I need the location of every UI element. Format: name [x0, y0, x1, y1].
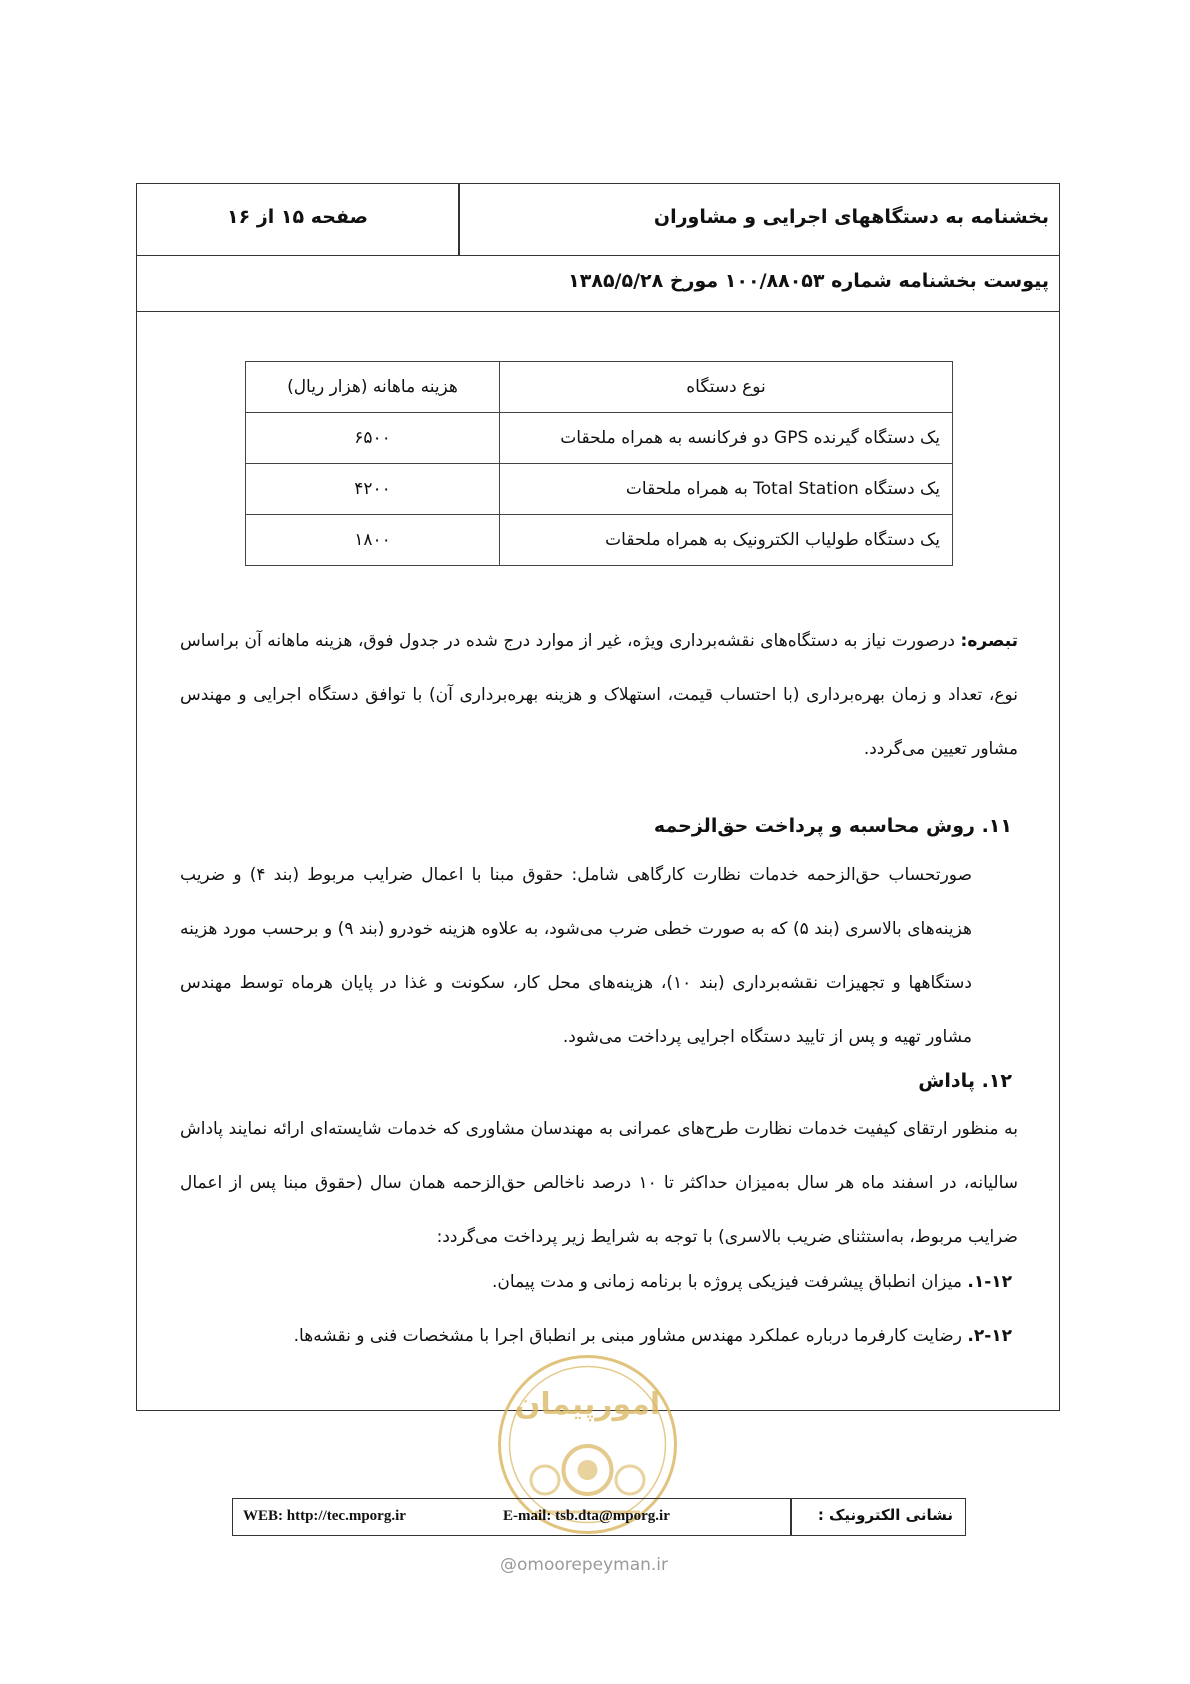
header-row — [137, 184, 1059, 256]
table-row — [246, 464, 953, 515]
footer-contact-box — [232, 1498, 966, 1536]
table-row — [246, 515, 953, 566]
header-divider — [458, 184, 460, 256]
attachment-reference: پیوست بخشنامه شماره ۱۰۰/۸۸۰۵۳ مورخ ۱۳۸۵/۵/۲۸ — [568, 270, 1049, 292]
device-cell: یک دستگاه Total Station به همراه ملحقات — [500, 464, 953, 515]
footer-email-link[interactable]: E-mail: tsb.dta@mporg.ir — [503, 1508, 670, 1524]
cost-cell: ۶۵۰۰ — [246, 413, 500, 464]
footer-web-link[interactable]: WEB: http://tec.mporg.ir — [243, 1508, 406, 1524]
attachment-row — [137, 256, 1059, 312]
column-header-cost: هزینه ماهانه (هزار ریال) — [246, 362, 500, 413]
list-item — [492, 1272, 1012, 1292]
note-label: تبصره: — [960, 631, 1019, 651]
list-item-text: رضایت کارفرما درباره عملکرد مهندس مشاور مبنی بر انطباق اجرا با مشخصات فنی و نقشه‌ها. — [293, 1326, 962, 1346]
table-header-row — [246, 362, 953, 413]
footer-divider — [790, 1499, 792, 1535]
section-12-text: به منظور ارتقای کیفیت خدمات نظارت طرح‌های عمرانی به مهندسان مشاوری که خدمات شایسته‌ای ارائه نمایند پاداش سالیانه، در اسفند ماه هر سال به‌میزان حداکثر تا ۱۰ درصد ناخالص حق‌الزحمه همان سال (حقوق مبنا پس از اعمال ضرایب مربوط، به‌استثنای ضریب بالاسری) با توجه به شرایط زیر پرداخت می‌گردد: — [180, 1119, 1018, 1247]
site-watermark: @omoorepeyman.ir — [500, 1555, 669, 1575]
list-item — [294, 1326, 1012, 1346]
footer-label: نشانی الکترونیک : — [817, 1506, 953, 1524]
device-cost-table — [245, 361, 953, 566]
document-title: بخشنامه به دستگاههای اجرایی و مشاوران — [653, 206, 1049, 228]
table-row — [246, 413, 953, 464]
section-11-text: صورتحساب حق‌الزحمه خدمات نظارت کارگاهی شامل: حقوق مبنا با اعمال ضرایب مربوط (بند ۴) و ضریب هزینه‌های بالاسری (بند ۵) که به صورت خطی ضرب می‌شود، به علاوه هزینه خودرو (بند ۹) و برحسب مورد هزینه دستگاهها و تجهیزات نقشه‌برداری (بند ۱۰)، هزینه‌های محل کار، سکونت و غذا در پایان هرماه توسط مهندس مشاور تهیه و پس از تایید دستگاه اجرایی پرداخت می‌شود. — [180, 865, 973, 1047]
section-11-heading: ۱۱. روش محاسبه و پرداخت حق‌الزحمه — [653, 815, 1012, 837]
note-text: درصورت نیاز به دستگاه‌های نقشه‌برداری ویژه، غیر از موارد درج شده در جدول فوق، هزینه ماهانه آن براساس نوع، تعداد و زمان بهره‌برداری (با احتساب قیمت، استهلاک و هزینه بهره‌برداری آن) با توافق دستگاه اجرایی و مهندس مشاور تعیین می‌گردد. — [180, 631, 1018, 759]
cost-cell: ۴۲۰۰ — [246, 464, 500, 515]
list-item-text: میزان انطباق پیشرفت فیزیکی پروژه با برنامه زمانی و مدت پیمان. — [492, 1272, 962, 1292]
list-item-number: ۱-۱۲. — [967, 1272, 1012, 1292]
list-item-number: ۲-۱۲. — [967, 1326, 1012, 1346]
note-paragraph — [180, 614, 1018, 776]
page-number: صفحه ۱۵ از ۱۶ — [227, 206, 368, 228]
seal-text: امورپیمان — [514, 1387, 661, 1422]
cost-cell: ۱۸۰۰ — [246, 515, 500, 566]
column-header-device: نوع دستگاه — [500, 362, 953, 413]
device-cell: یک دستگاه طولیاب الکترونیک به همراه ملحقات — [500, 515, 953, 566]
device-cell: یک دستگاه گیرنده GPS دو فرکانسه به همراه ملحقات — [500, 413, 953, 464]
section-12-heading: ۱۲. پاداش — [918, 1070, 1012, 1092]
